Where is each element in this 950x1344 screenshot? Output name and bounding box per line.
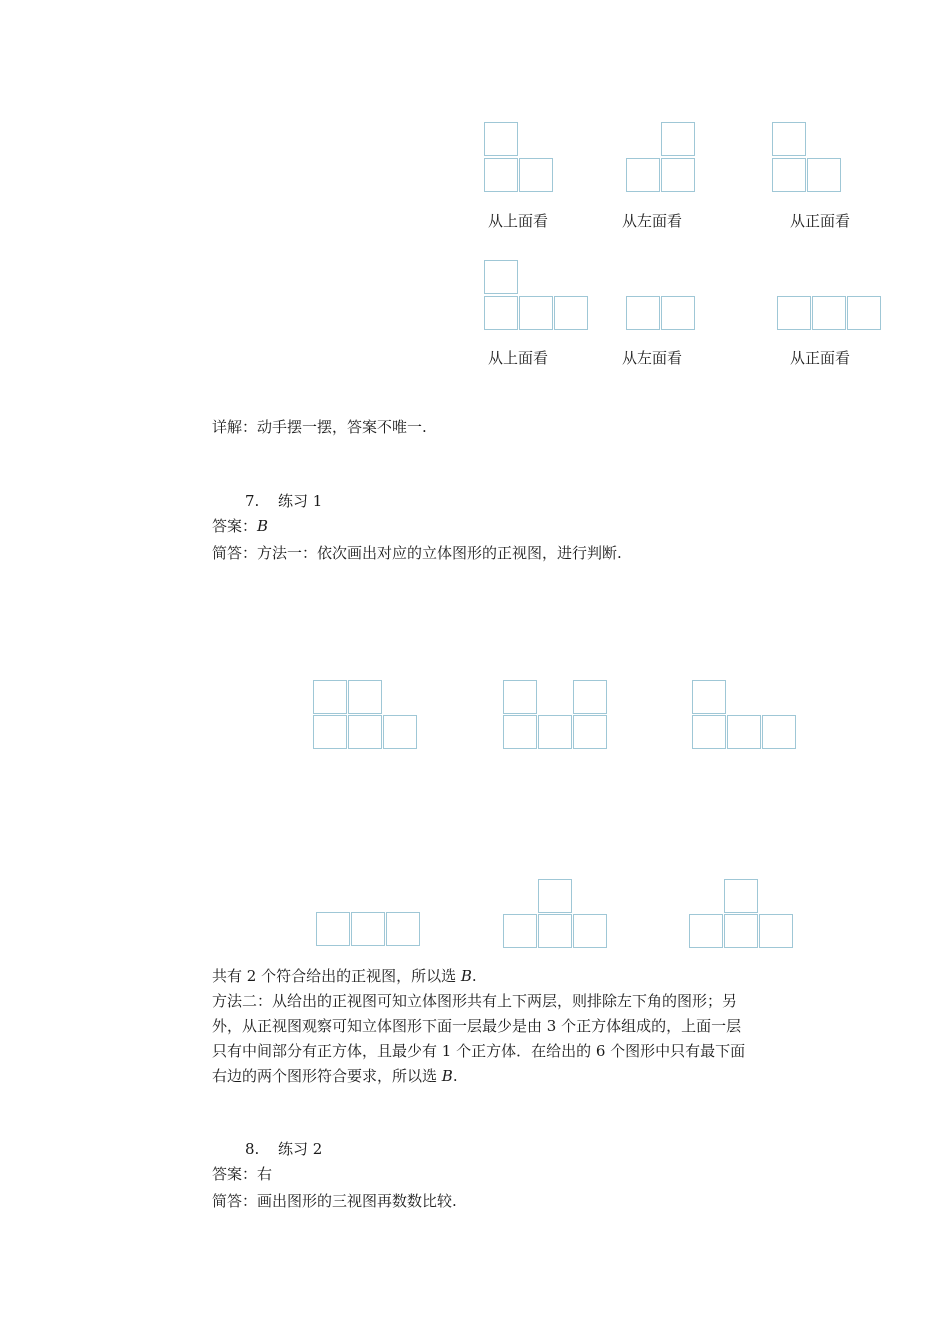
- candidate-view-1: [313, 680, 419, 750]
- label-front-1: 从正面看: [790, 212, 851, 230]
- view-left-1: [626, 122, 698, 194]
- ex8-title: 练习 2: [278, 1140, 323, 1158]
- ex7-conclusion: 共有 2 个符合给出的正视图，所以选 B.: [212, 967, 477, 985]
- label-left-1: 从左面看: [622, 212, 683, 230]
- label-left-2: 从左面看: [622, 349, 683, 367]
- candidate-view-5: [503, 879, 609, 949]
- view-front-2: [777, 296, 885, 332]
- ex7-method2-line3: 只有中间部分有正方体，且最少有 1 个正方体．在给出的 6 个图形中只有最下面: [212, 1042, 746, 1060]
- candidate-view-4: [316, 912, 422, 947]
- label-top-2: 从上面看: [488, 349, 549, 367]
- label-top-1: 从上面看: [488, 212, 549, 230]
- view-front-1: [772, 122, 844, 194]
- ex7-method2-line4: 右边的两个图形符合要求，所以选 B.: [212, 1067, 458, 1085]
- view-left-2: [626, 296, 698, 332]
- view-top-2: [484, 260, 592, 332]
- ex7-number: 7.: [245, 492, 260, 510]
- ex7-brief: 简答：方法一：依次画出对应的立体图形的正视图，进行判断.: [212, 544, 622, 562]
- ex8-brief: 简答：画出图形的三视图再数数比较.: [212, 1192, 457, 1210]
- ex8-answer: 答案：右: [212, 1165, 273, 1183]
- ex7-method2-line2: 外，从正视图观察可知立体图形下面一层最少是由 3 个正方体组成的，上面一层: [212, 1017, 742, 1035]
- detail-6: 详解：动手摆一摆，答案不唯一.: [212, 418, 427, 436]
- candidate-view-3: [692, 680, 798, 750]
- ex7-answer: 答案：B: [212, 517, 269, 535]
- ex7-title: 练习 1: [278, 492, 323, 510]
- ex7-method2-line1: 方法二：从给出的正视图可知立体图形共有上下两层，则排除左下角的图形；另: [212, 992, 738, 1010]
- ex8-number: 8.: [245, 1140, 260, 1158]
- view-top-1: [484, 122, 556, 194]
- label-front-2: 从正面看: [790, 349, 851, 367]
- candidate-view-6: [689, 879, 795, 949]
- candidate-view-2: [503, 680, 609, 750]
